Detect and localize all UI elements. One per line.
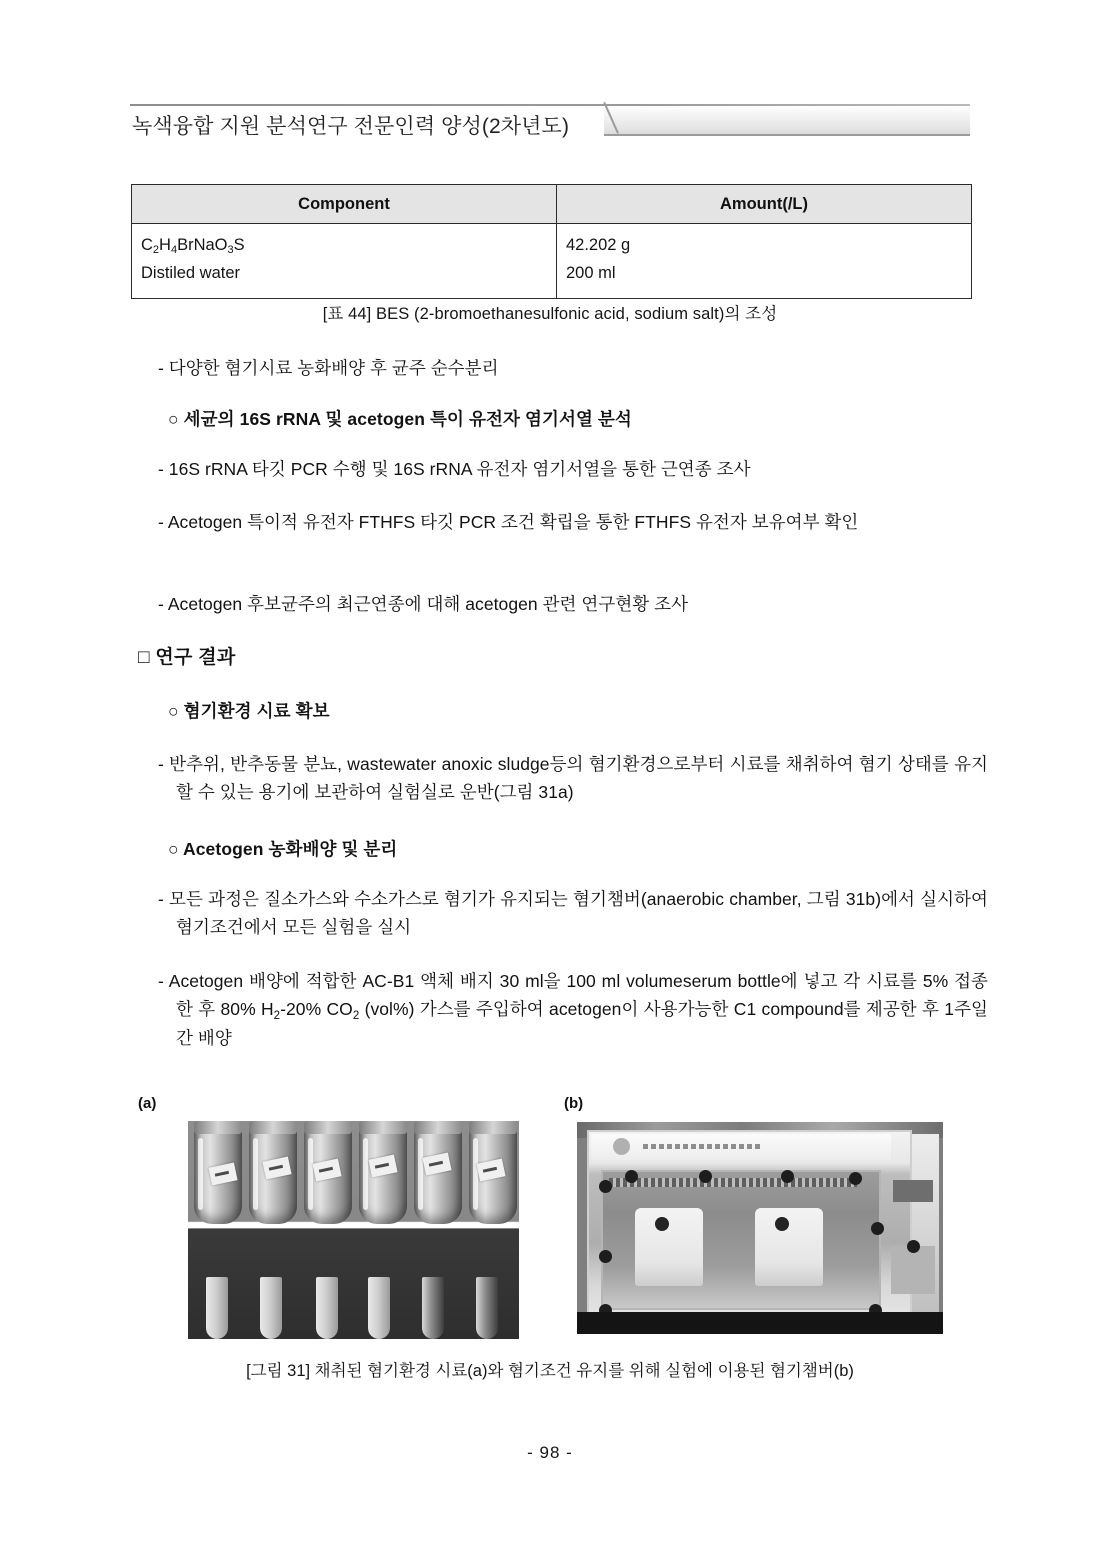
chamber-brand-logo-icon: [613, 1138, 630, 1155]
bullet-fthfs-pcr: - Acetogen 특이적 유전자 FTHFS 타깃 PCR 조건 확립을 통한 FTHFS 유전자 보유여부 확인: [158, 512, 859, 532]
conical-tube: [414, 1124, 462, 1224]
chamber-clamp: [907, 1240, 920, 1253]
chamber-clamp: [599, 1250, 612, 1263]
tube-cap: [359, 1121, 407, 1134]
micro-tube: [368, 1277, 390, 1339]
figure-label-b: (b): [564, 1095, 584, 1112]
table-caption: [표 44] BES (2-bromoethanesulfonic acid, sodium salt)의 조성: [322, 305, 778, 323]
table-header-row: [132, 185, 972, 224]
tube-cap: [249, 1121, 297, 1134]
chamber-clamp: [849, 1172, 862, 1185]
page-number: - 98 -: [527, 1443, 573, 1462]
heading-research-results: □ 연구 결과: [138, 647, 236, 668]
table-cell-amounts: [557, 224, 972, 299]
chamber-glove-port: [755, 1208, 823, 1286]
micro-tube: [316, 1277, 338, 1339]
bullet-acetogen-research-survey: - Acetogen 후보균주의 최근연종에 대해 acetogen 관련 연구현황 조사: [158, 594, 689, 614]
tube-cap: [304, 1121, 352, 1134]
figure-caption: [그림 31] 채취된 혐기환경 시료(a)와 혐기조건 유지를 위해 실험에 이용된 혐기챔버(b): [246, 1362, 854, 1380]
chamber-control-panel: [893, 1180, 933, 1202]
photo-b-foreground: [577, 1312, 943, 1334]
table-row: [132, 224, 972, 299]
chamber-clamp: [599, 1180, 612, 1193]
amount-value-1: 42.202 g: [566, 236, 631, 254]
micro-tube: [260, 1277, 282, 1339]
photo-anaerobic-chamber: [577, 1122, 943, 1334]
heading-16s-rrna-analysis: ○ 세균의 16S rRNA 및 acetogen 특이 유전자 염기서열 분석: [168, 409, 632, 429]
component-water: Distiled water: [141, 264, 241, 283]
tube-cap: [194, 1121, 242, 1134]
amount-value-2: 200 ml: [566, 264, 616, 283]
table-header-amount: Amount(/L): [557, 185, 972, 224]
micro-tube: [476, 1277, 498, 1339]
heading-acetogen-enrichment: ○ Acetogen 농화배양 및 분리: [168, 839, 398, 859]
bullet-16s-pcr: - 16S rRNA 타깃 PCR 수행 및 16S rRNA 유전자 염기서열을 통한 근연종 조사: [158, 459, 751, 479]
micro-tube: [206, 1277, 228, 1339]
heading-sample-collection: ○ 혐기환경 시료 확보: [168, 701, 330, 721]
chamber-rack: [609, 1178, 857, 1187]
header-diagonal-icon: [596, 106, 622, 136]
tube-cap: [414, 1121, 462, 1134]
bullet-culture-conditions: - Acetogen 배양에 적합한 AC-B1 액체 배지 30 ml을 100 ml volumeserum bottle에 넣고 각 시료를 5% 접종 한 후 80% $H_2-20\%$ $CO_2$ (vol%) 가스를 주입하여 acetogen이 사용가능한 C1 compound를 제공한 후 1주일간 배양: [158, 971, 988, 1048]
photo-anaerobic-samples: [188, 1121, 519, 1339]
chamber-clamp: [781, 1170, 794, 1183]
chamber-lower-panel: [891, 1246, 935, 1294]
header-tab-shape: [604, 106, 970, 136]
chamber-brand-text: [643, 1144, 763, 1149]
chamber-clamp: [871, 1222, 884, 1235]
bullet-anaerobic-chamber: - 모든 과정은 질소가스와 수소가스로 혐기가 유지되는 혐기챔버(anaerobic chamber, 그림 31b)에서 실시하여 혐기조건에서 모든 실험을 실시: [158, 889, 988, 938]
chamber-clamp: [625, 1170, 638, 1183]
chamber-glove-port: [635, 1208, 703, 1286]
micro-tube: [422, 1277, 444, 1339]
figure-label-a: (a): [138, 1095, 157, 1112]
component-formula: $C_2H_4BrNaO_3S$: [141, 236, 245, 256]
table-cell-components: [132, 224, 557, 299]
bullet-sample-sources: - 반추위, 반추동물 분뇨, wastewater anoxic sludge등의 혐기환경으로부터 시료를 채취하여 혐기 상태를 유지할 수 있는 용기에 보관하여 실험실로 운반(그림 31a): [158, 754, 988, 803]
composition-table: [131, 184, 972, 299]
figure-block: [0, 1095, 1100, 1345]
header-title: 녹색융합 지원 분석연구 전문인력 양성(2차년도): [132, 115, 570, 138]
tube-cap: [469, 1121, 517, 1134]
chamber-clamp: [699, 1170, 712, 1183]
table-header-component: Component: [132, 185, 557, 224]
bullet-pure-isolation: - 다양한 혐기시료 농화배양 후 균주 순수분리: [158, 358, 499, 378]
page-header: [130, 104, 970, 144]
